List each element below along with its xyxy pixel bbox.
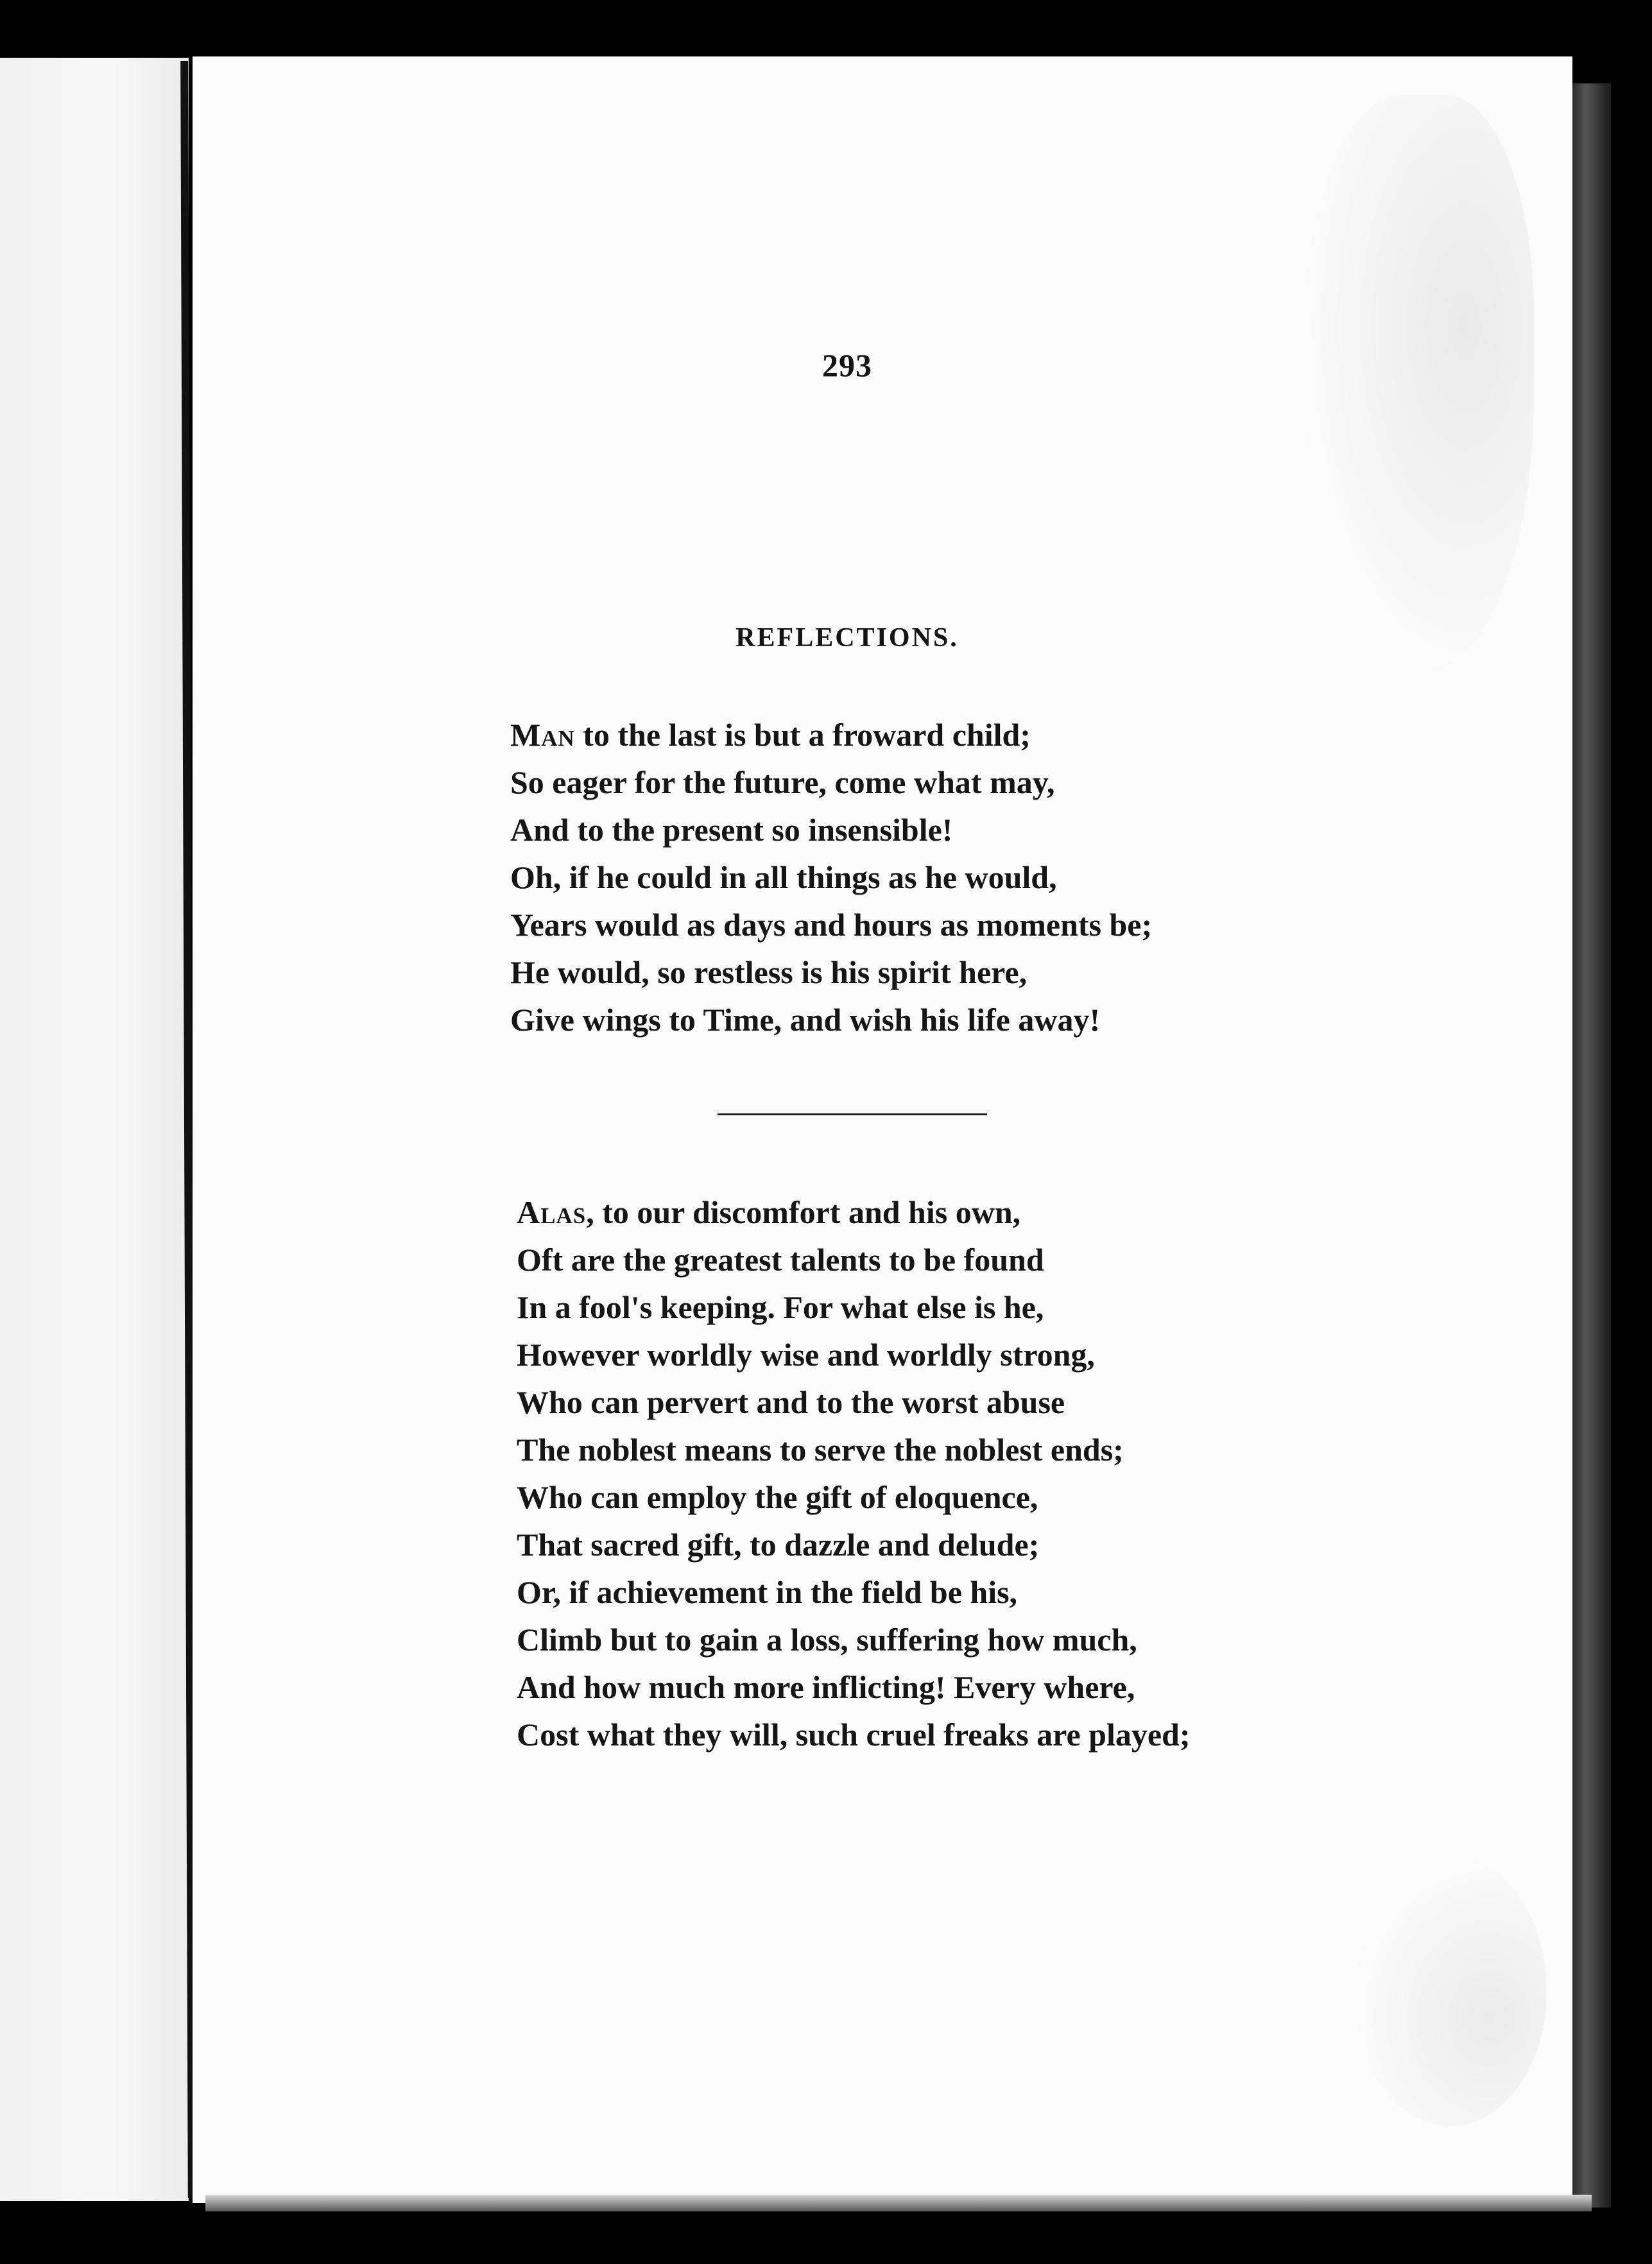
poem-line: Or, if achievement in the field be his, (517, 1574, 1018, 1610)
poem-line: The noblest means to serve the noblest ends; (517, 1432, 1124, 1468)
poem-line: Oh, if he could in all things as he would, (510, 859, 1057, 895)
lead-word: Man (510, 717, 575, 753)
facing-page-edge (0, 58, 189, 2201)
stanza-1 (510, 711, 1345, 1043)
page-edge-shadow (1572, 83, 1611, 2208)
poem-line: In a fool's keeping. For what else is he, (517, 1289, 1044, 1325)
poem-line: Years would as days and hours as moments be; (510, 907, 1153, 943)
page-bottom-edge (205, 2195, 1592, 2211)
poem-line: Who can employ the gift of eloquence, (517, 1479, 1038, 1515)
poem-title: REFLECTIONS. (736, 623, 959, 653)
lead-word: Alas (517, 1194, 587, 1230)
poem-line: And to the present so insensible! (510, 812, 953, 848)
poem-line: That sacred gift, to dazzle and delude; (517, 1527, 1040, 1563)
poem-line: Who can pervert and to the worst abuse (517, 1384, 1065, 1420)
poem-line: He would, so restless is his spirit here, (510, 954, 1028, 990)
poem-line: Give wings to Time, and wish his life away! (510, 1002, 1101, 1038)
poem-line: Cost what they will, such cruel freaks are played; (517, 1717, 1191, 1753)
stanza-2 (517, 1188, 1351, 1758)
section-divider (718, 1113, 987, 1115)
poem-line: Man to the last is but a froward child; (510, 717, 1031, 753)
poem-line: Climb but to gain a loss, suffering how much, (517, 1622, 1137, 1658)
poem-line: However worldly wise and worldly strong, (517, 1337, 1095, 1373)
poem-line: And how much more inflicting! Every where, (517, 1669, 1135, 1705)
poem-line: Alas, to our discomfort and his own, (517, 1194, 1021, 1230)
poem-line: Oft are the greatest talents to be found (517, 1242, 1044, 1278)
poem-line: So eager for the future, come what may, (510, 764, 1055, 800)
page-number: 293 (822, 347, 872, 383)
